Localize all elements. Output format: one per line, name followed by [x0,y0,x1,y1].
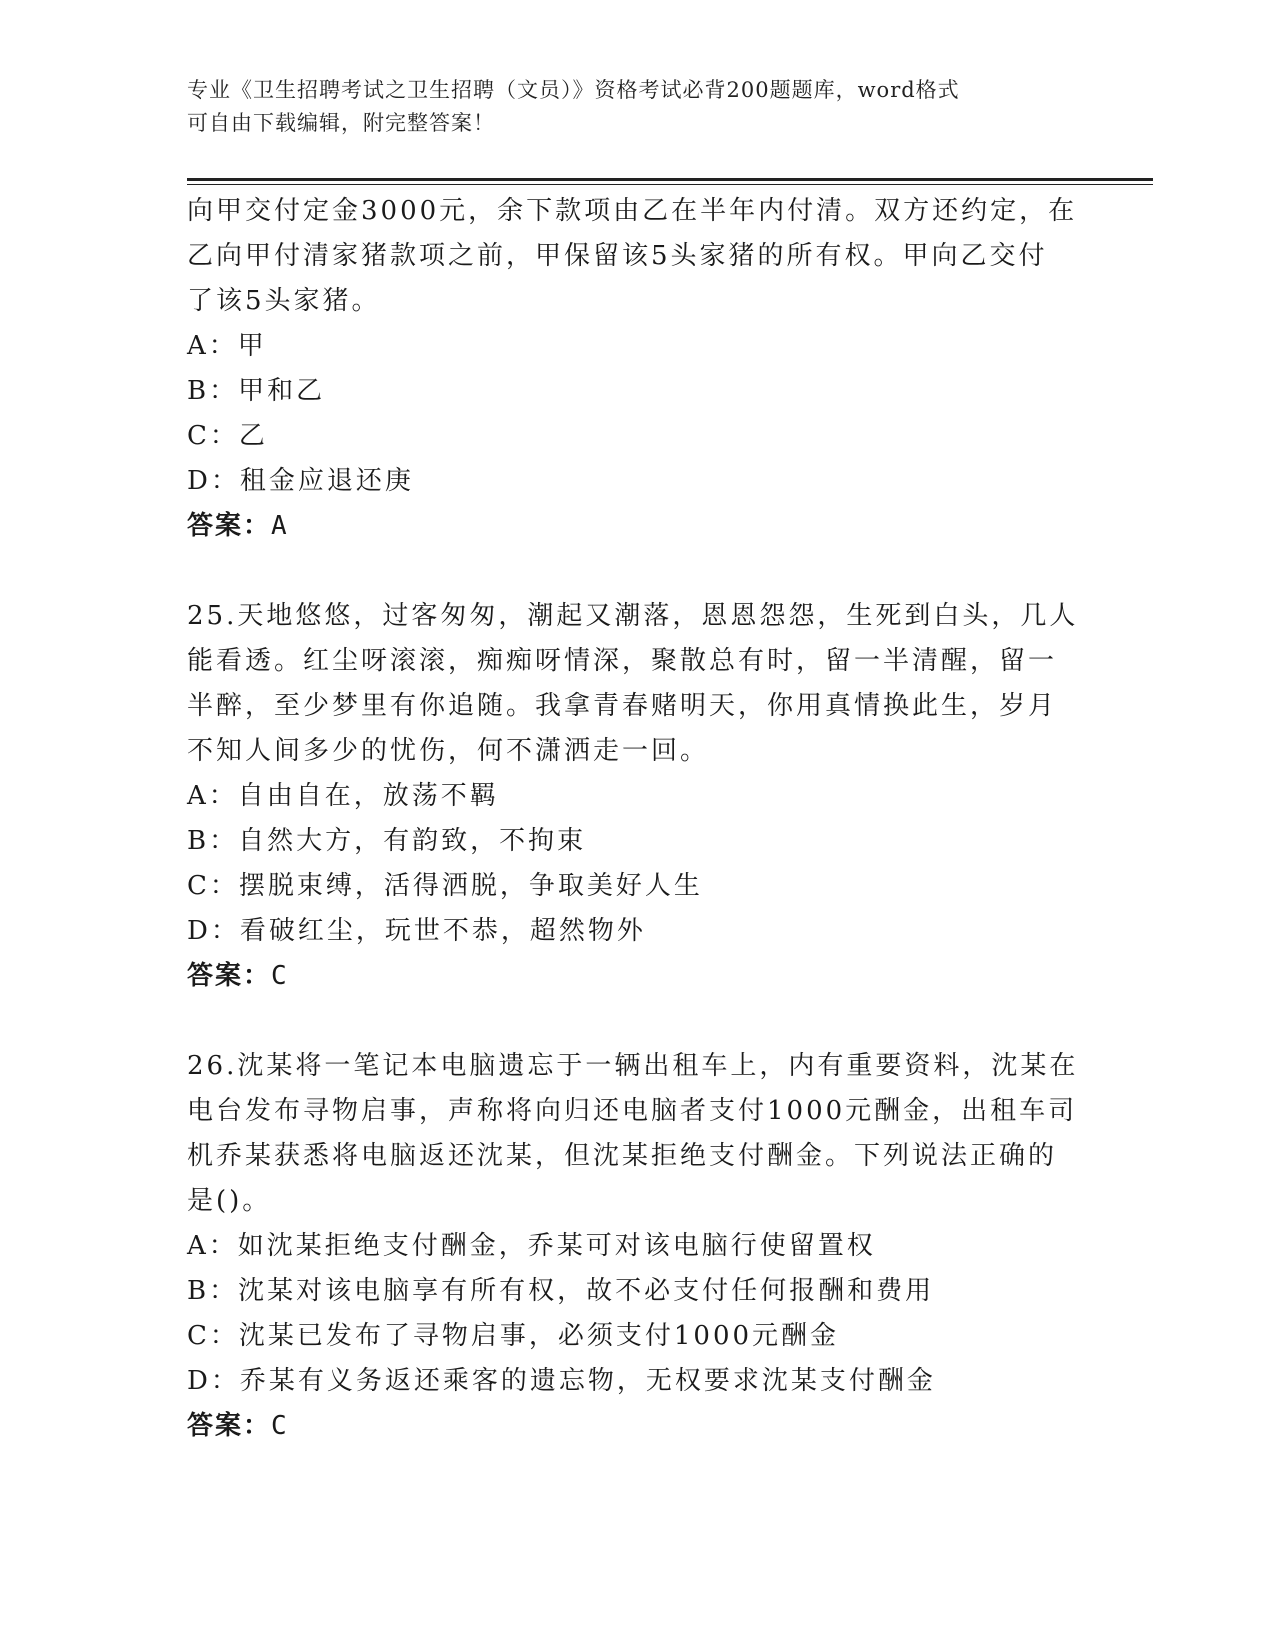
answer-line [187,954,1087,999]
option-b: B：甲和乙 [187,376,326,406]
option-a: A：甲 [187,331,267,361]
question-stem-line: 半醉，至少梦里有你追随。我拿青春赌明天，你用真情换此生，岁月 [187,691,1058,721]
option-a: A：自由自在，放荡不羁 [187,781,499,811]
answer-label: 答案： [187,1411,272,1441]
option-c: C：乙 [187,421,268,451]
answer-value: C [271,1411,289,1441]
answer-value: A [271,511,289,541]
header-divider-thick [187,178,1153,181]
question-stem-line: 了该5头家猪。 [187,286,381,316]
option-b: B：自然大方，有韵致，不拘束 [187,826,587,856]
question-spacer [187,549,1087,594]
header-title-line-2: 可自由下载编辑，附完整答案！ [187,111,495,135]
option-d: D：租金应退还庚 [187,466,414,496]
question-block [187,189,1087,549]
question-block [187,1044,1087,1449]
option-d: D：看破红尘，玩世不恭，超然物外 [187,916,646,946]
answer-label: 答案： [187,961,272,991]
question-stem-line: 电台发布寻物启事，声称将向归还电脑者支付1000元酬金，出租车司 [187,1096,1078,1126]
question-stem-line: 25.天地悠悠，过客匆匆，潮起又潮落，恩恩怨怨，生死到白头，几人 [187,601,1079,631]
header-divider-thin [187,184,1153,185]
question-stem-line: 26.沈某将一笔记本电脑遗忘于一辆出租车上，内有重要资料，沈某在 [187,1051,1079,1081]
answer-value: C [271,961,289,991]
question-stem-line: 乙向甲付清家猪款项之前，甲保留该5头家猪的所有权。甲向乙交付 [187,241,1048,271]
question-block [187,594,1087,999]
answer-label: 答案： [187,511,272,541]
option-d: D：乔某有义务返还乘客的遗忘物，无权要求沈某支付酬金 [187,1366,936,1396]
document-body [187,189,1087,1449]
document-header [187,74,1087,140]
option-c: C：沈某已发布了寻物启事，必须支付1000元酬金 [187,1321,840,1351]
question-stem-line: 是()。 [187,1186,272,1216]
question-stem-line: 机乔某获悉将电脑返还沈某，但沈某拒绝支付酬金。下列说法正确的 [187,1141,1058,1171]
option-c: C：摆脱束缚，活得洒脱，争取美好人生 [187,871,703,901]
question-stem-line: 能看透。红尘呀滚滚，痴痴呀情深，聚散总有时，留一半清醒，留一 [187,646,1058,676]
header-title-line-1: 专业《卫生招聘考试之卫生招聘（文员）》资格考试必背200题题库，word格式 [187,78,960,102]
answer-line [187,504,1087,549]
option-a: A：如沈某拒绝支付酬金，乔某可对该电脑行使留置权 [187,1231,876,1261]
question-spacer [187,999,1087,1044]
option-b: B：沈某对该电脑享有所有权，故不必支付任何报酬和费用 [187,1276,935,1306]
question-stem-line: 不知人间多少的忧伤，何不潇洒走一回。 [187,736,710,766]
answer-line [187,1404,1087,1449]
question-stem-line: 向甲交付定金3000元，余下款项由乙在半年内付清。双方还约定，在 [187,196,1078,226]
